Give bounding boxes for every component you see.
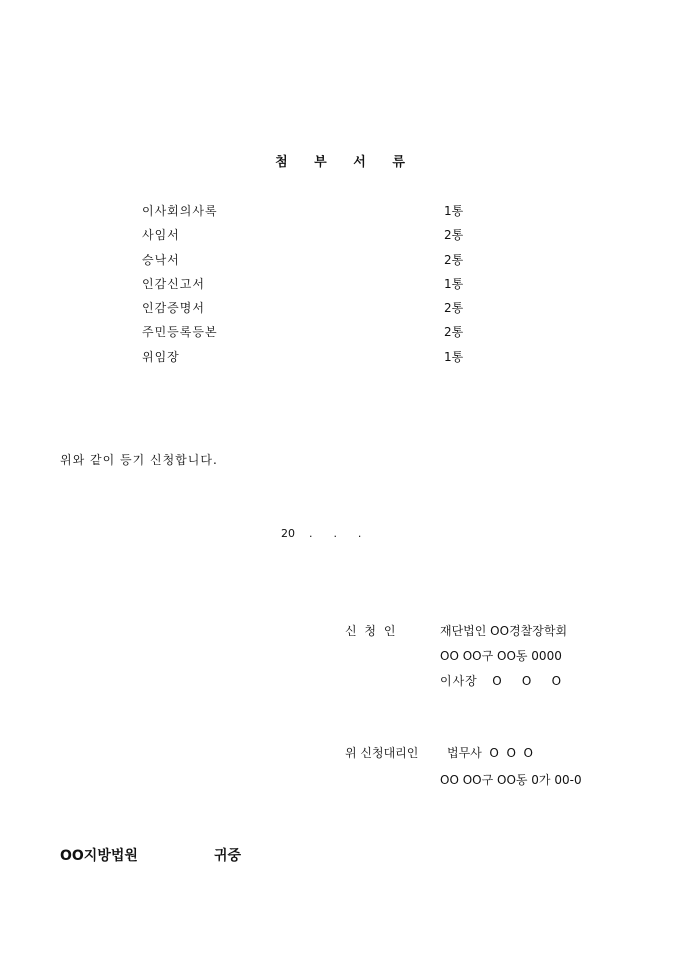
court-name: OO지방법원 (60, 848, 138, 864)
attachment-count: 1통 (444, 204, 464, 218)
attachment-row (142, 274, 482, 298)
attachment-row (142, 225, 482, 249)
applicant-representative: 이사장 O O O (440, 674, 563, 688)
attachment-list (142, 201, 482, 371)
court-recipient: 귀중 (214, 848, 242, 864)
attachment-row (142, 347, 482, 371)
application-statement: 위와 같이 등기 신청합니다. (60, 453, 218, 467)
date-line: 20 . . . (281, 527, 362, 540)
attachment-name: 승낙서 (142, 252, 180, 267)
attachment-name: 인감증명서 (142, 301, 205, 316)
attachment-row (142, 322, 482, 346)
agent-label: 위 신청대리인 (345, 746, 419, 760)
attachment-name: 위임장 (142, 349, 180, 364)
applicant-address: OO OO구 OO동 0000 (440, 649, 562, 663)
attachment-count: 1통 (444, 349, 464, 364)
attachment-count: 1통 (444, 276, 464, 291)
attachment-name: 이사회의사록 (142, 204, 218, 218)
applicant-name: 재단법인 OO경찰장학회 (440, 624, 568, 638)
document-title: 첨 부 서 류 (275, 155, 416, 170)
attachment-row (142, 201, 482, 225)
attachment-count: 2통 (444, 325, 464, 340)
attachment-row (142, 298, 482, 322)
attachment-count: 2통 (444, 252, 464, 267)
attachment-name: 주민등록등본 (142, 325, 218, 340)
attachment-name: 인감신고서 (142, 276, 205, 291)
attachment-count: 2통 (444, 228, 464, 243)
attachment-name: 사임서 (142, 228, 180, 243)
applicant-label: 신 청 인 (345, 624, 398, 638)
attachment-row (142, 250, 482, 274)
agent-name: 법무사 O O O (447, 746, 533, 760)
attachment-count: 2통 (444, 301, 464, 316)
agent-address: OO OO구 OO동 0가 00-0 (440, 773, 582, 787)
